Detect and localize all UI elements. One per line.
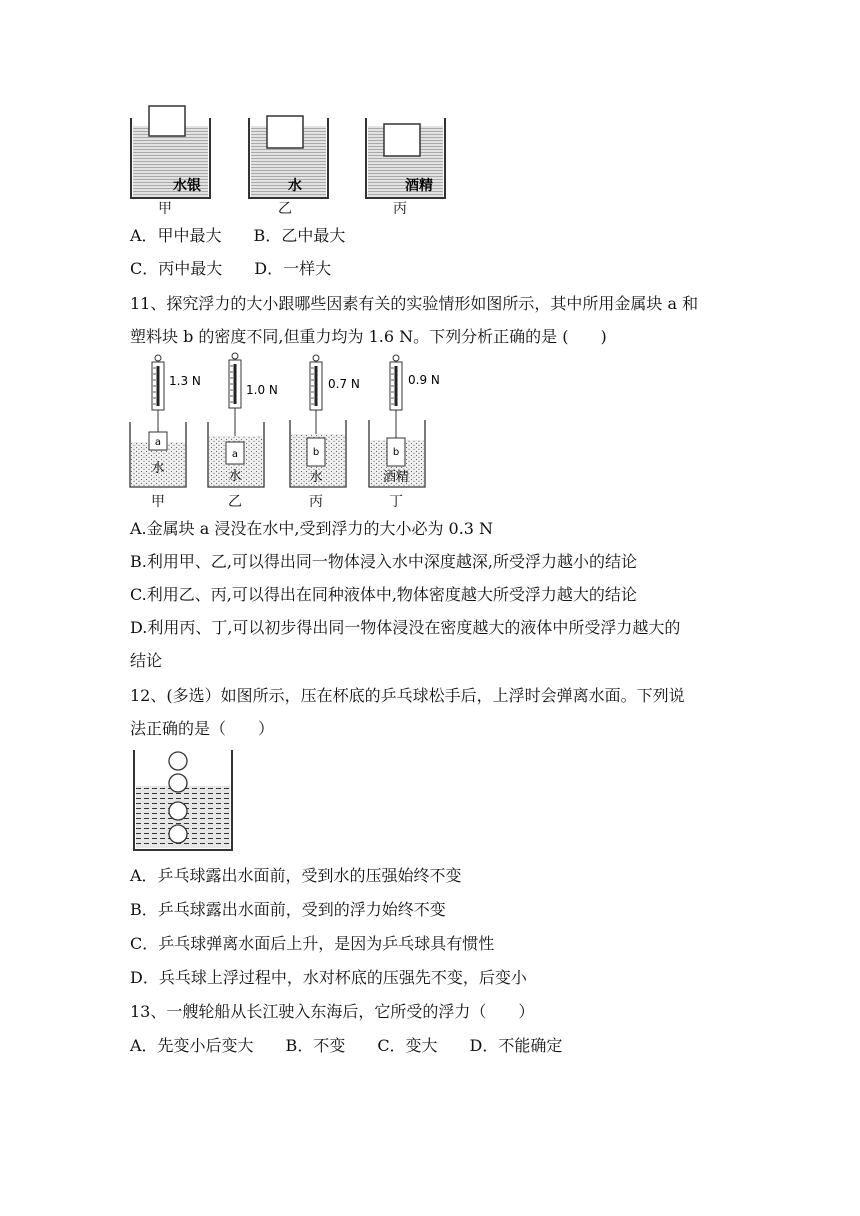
q12-option-d: D．兵乓球上浮过程中，水对杯底的压强先不变，后变小 — [130, 968, 527, 987]
ping-pong-ball — [169, 752, 187, 770]
setup-ding — [369, 355, 440, 487]
caption-bing: 丙 — [393, 201, 407, 217]
block-label: a — [231, 449, 239, 460]
q12-stem-line2: 法正确的是（ ） — [130, 719, 275, 738]
block-label: a — [154, 437, 162, 448]
q12-stem-line1: 12、(多选）如图所示，压在杯底的乒乓球松手后，上浮时会弹离水面。下列说 — [130, 686, 685, 705]
q13-options: A．先变小后变大 B．不变 C．变大 D．不能确定 — [130, 1036, 563, 1055]
q13-stem: 13、一艘轮船从长江驶入东海后，它所受的浮力（ ） — [130, 1002, 535, 1021]
caption-jia: 甲 — [158, 201, 172, 217]
scale-reading: 0.7 N — [328, 377, 360, 391]
q11-option-b: B.利用甲、乙,可以得出同一物体浸入水中深度越深,所受浮力越小的结论 — [130, 552, 638, 571]
q11-stem-line2: 塑料块 b 的密度不同,但重力均为 1.6 N。下列分析正确的是 ( ) — [130, 327, 607, 346]
caption-bing: 丙 — [309, 494, 323, 510]
liquid-label: 水 — [151, 461, 165, 476]
q11-option-a: A.金属块 a 浸没在水中,受到浮力的大小必为 0.3 N — [130, 519, 494, 538]
q11-figure — [125, 350, 450, 490]
caption-jia: 甲 — [151, 494, 165, 510]
liquid-label: 水 — [228, 469, 242, 484]
liquid-label: 酒精 — [382, 470, 410, 485]
caption-yi: 乙 — [278, 201, 292, 217]
liquid-label: 水 — [309, 470, 323, 485]
q11-option-d-line2: 结论 — [130, 651, 163, 670]
ping-pong-ball — [169, 802, 187, 820]
scale-reading: 1.3 N — [169, 374, 201, 388]
scale-reading: 1.0 N — [246, 383, 278, 397]
block-label: b — [392, 447, 400, 458]
setup-yi — [208, 353, 278, 487]
setup-jia — [130, 355, 201, 487]
floating-block — [149, 106, 185, 136]
floating-block — [267, 116, 303, 148]
liquid-label: 水 — [288, 178, 302, 194]
q12-option-c: C．乒乓球弹离水面后上升，是因为乒乓球具有惯性 — [130, 934, 495, 953]
q12-option-a: A．乒乓球露出水面前，受到水的压强始终不变 — [130, 866, 462, 885]
container-alcohol — [366, 118, 445, 198]
q11-stem-line1: 11、探究浮力的大小跟哪些因素有关的实验情形如图所示，其中所用金属块 a 和 — [130, 294, 699, 313]
liquid-label: 酒精 — [405, 178, 433, 194]
floating-block — [384, 124, 420, 156]
caption-yi: 乙 — [228, 494, 242, 510]
container-mercury — [131, 106, 210, 198]
ping-pong-ball — [169, 774, 187, 792]
scale-reading: 0.9 N — [408, 373, 440, 387]
setup-bing — [290, 355, 360, 487]
block-label: b — [312, 447, 320, 458]
q11-option-c: C.利用乙、丙,可以得出在同种液体中,物体密度越大所受浮力越大的结论 — [130, 585, 637, 604]
ping-pong-ball — [169, 825, 187, 843]
q11-option-d-line1: D.利用丙、丁,可以初步得出同一物体浸没在密度越大的液体中所受浮力越大的 — [130, 618, 681, 637]
q12-figure — [128, 746, 248, 856]
caption-ding: 丁 — [389, 494, 403, 510]
q10-options-row1: A．甲中最大 B．乙中最大 — [130, 226, 346, 245]
liquid-label: 水银 — [173, 178, 201, 194]
container-water — [249, 116, 328, 198]
q12-option-b: B．乒乓球露出水面前，受到的浮力始终不变 — [130, 900, 446, 919]
q10-options-row2: C．丙中最大 D．一样大 — [130, 259, 332, 278]
